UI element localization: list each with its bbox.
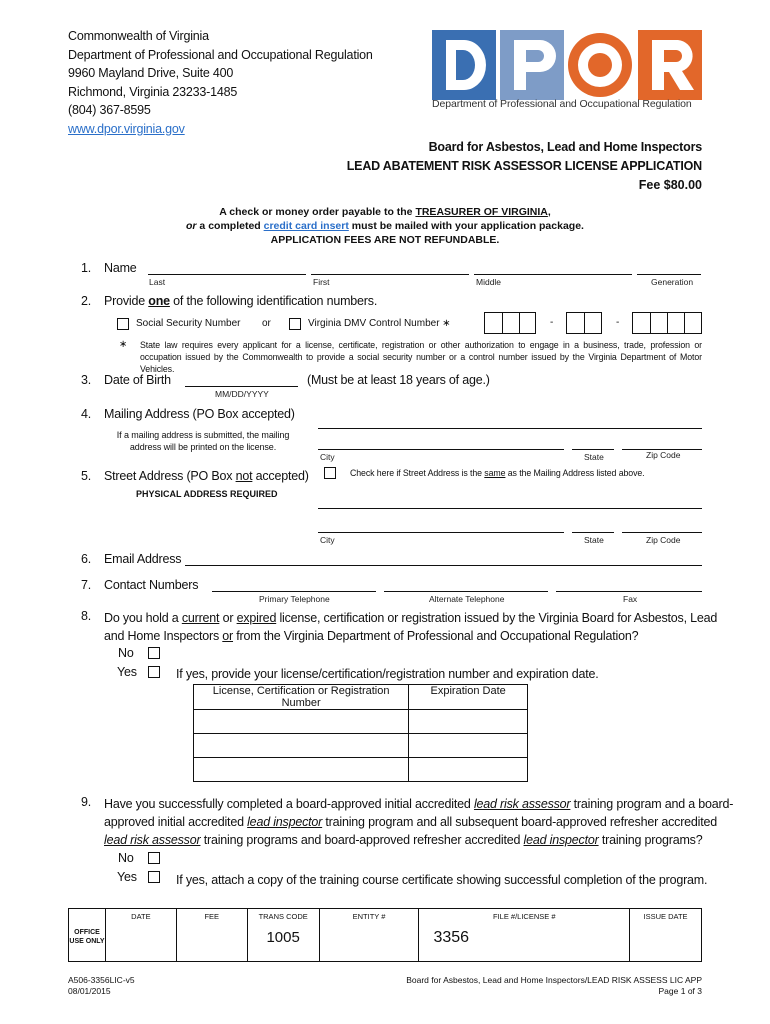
q7-number: 7.	[81, 578, 92, 592]
trans-code-value: 1005	[266, 929, 300, 946]
q6-number: 6.	[81, 552, 92, 566]
id-digits-group-2[interactable]	[566, 312, 602, 334]
q5-label: Street Address (PO Box not accepted)	[104, 469, 309, 483]
footer-right	[406, 975, 702, 997]
q9-yes-label: Yes	[117, 870, 137, 884]
office-fee-cell	[176, 909, 247, 962]
q2-number: 2.	[81, 294, 92, 308]
email-field[interactable]	[185, 565, 702, 566]
expiration-date-cell[interactable]	[409, 710, 528, 734]
license-table	[193, 684, 528, 782]
license-number-cell[interactable]	[194, 734, 409, 758]
last-caption: Last	[149, 277, 166, 287]
q2-label: Provide one of the following identification numbers.	[104, 294, 378, 308]
payment-instructions	[0, 205, 770, 247]
state-caption: State	[584, 452, 604, 462]
license-number-cell[interactable]	[194, 710, 409, 734]
expiration-date-cell[interactable]	[409, 758, 528, 782]
last-name-field[interactable]	[148, 274, 306, 275]
fees-not-refundable: APPLICATION FEES ARE NOT REFUNDABLE.	[270, 234, 500, 246]
mailing-address-line1[interactable]	[318, 428, 702, 429]
agency-address	[68, 27, 373, 138]
expiration-date-header: Expiration Date	[409, 685, 528, 710]
license-number-header: License, Certification or Registration Number	[194, 685, 409, 710]
dob-field[interactable]	[185, 386, 298, 387]
age-note: (Must be at least 18 years of age.)	[307, 373, 490, 387]
page-number: Page 1 of 3	[658, 986, 702, 996]
id-digits-group-3[interactable]	[632, 312, 702, 334]
q8-number: 8.	[81, 609, 92, 623]
q8-yes-label: Yes	[117, 665, 137, 679]
office-date-header: DATE	[131, 912, 151, 921]
q3-number: 3.	[81, 373, 92, 387]
expiration-date-cell[interactable]	[409, 734, 528, 758]
first-name-field[interactable]	[311, 274, 469, 275]
primary-phone-field[interactable]	[212, 591, 376, 592]
dpor-logo-mark	[432, 30, 704, 100]
same-address-label: Check here if Street Address is the same as the Mailing Address listed above.	[350, 468, 645, 478]
street-address-line1[interactable]	[318, 508, 702, 509]
same-address-checkbox[interactable]	[324, 467, 336, 479]
q5-number: 5.	[81, 469, 92, 483]
fax-field[interactable]	[556, 591, 702, 592]
alternate-phone-field[interactable]	[384, 591, 548, 592]
office-date-cell	[105, 909, 176, 962]
or-text: or	[186, 220, 197, 232]
footer-left	[68, 975, 135, 997]
q7-label: Contact Numbers	[104, 578, 199, 592]
form-id: A506-3356LIC-v5	[68, 975, 135, 985]
office-trans-code-header: TRANS CODE	[258, 912, 308, 921]
fax-caption: Fax	[623, 594, 638, 604]
treasurer-text: TREASURER OF VIRGINIA	[415, 206, 548, 218]
office-file-header: FILE #/LICENSE #	[492, 912, 556, 921]
address-line: Richmond, Virginia 23233-1485	[68, 84, 238, 99]
payment-text: must be mailed with your application package.	[348, 220, 584, 232]
dob-caption: MM/DD/YYYY	[215, 389, 269, 399]
ssn-label: Social Security Number	[136, 318, 241, 329]
id-digits-group-1[interactable]	[484, 312, 536, 334]
office-use-table	[68, 908, 702, 962]
q9-yes-checkbox[interactable]	[148, 871, 160, 883]
mailing-city-field[interactable]	[318, 449, 564, 450]
asterisk: ∗	[119, 339, 128, 350]
mailing-state-field[interactable]	[572, 449, 614, 450]
q4-label: Mailing Address (PO Box accepted)	[104, 407, 295, 421]
dpor-logo	[432, 30, 704, 112]
credit-card-insert-link[interactable]: credit card insert	[263, 220, 349, 232]
office-issue-date-header: ISSUE DATE	[643, 912, 688, 921]
q6-label: Email Address	[104, 552, 182, 566]
website-link[interactable]: www.dpor.virginia.gov	[68, 121, 185, 136]
address-line: Commonwealth of Virginia	[68, 29, 209, 43]
q9-if-yes: If yes, attach a copy of the training course certificate showing successful completion of the program.	[176, 873, 708, 887]
dash: -	[550, 317, 554, 328]
fee-amount: Fee $80.00	[638, 178, 702, 192]
state-caption: State	[584, 535, 604, 545]
first-caption: First	[313, 277, 330, 287]
payment-text: A check or money order payable to the	[219, 206, 416, 218]
q8-yes-checkbox[interactable]	[148, 666, 160, 678]
ssn-law-note: State law requires every applicant for a license, certificate, registration or other authorization to engage in a business, trade, profession or occupation issued by the Commonwealth to provide a social security number or a control number issued by the Virginia Department of Motor Vehicles.	[140, 340, 702, 374]
zip-caption: Zip Code	[646, 450, 681, 460]
zip-caption: Zip Code	[646, 535, 681, 545]
payment-text: a completed	[196, 220, 264, 232]
alternate-phone-caption: Alternate Telephone	[429, 594, 505, 604]
q9-no-label: No	[118, 851, 134, 865]
address-line: (804) 367-8595	[68, 103, 151, 117]
city-caption: City	[320, 535, 335, 545]
street-city-field[interactable]	[318, 532, 564, 533]
logo-subtitle: Department of Professional and Occupational Regulation	[432, 98, 692, 110]
q1-number: 1.	[81, 261, 92, 275]
dash: -	[616, 317, 620, 328]
application-title: LEAD ABATEMENT RISK ASSESSOR LICENSE APPLICATION	[346, 159, 702, 173]
middle-name-field[interactable]	[474, 274, 632, 275]
or-label: or	[262, 318, 271, 329]
office-trans-code-cell	[247, 909, 319, 962]
street-zip-field[interactable]	[622, 532, 702, 533]
middle-caption: Middle	[476, 277, 502, 287]
q8-no-checkbox[interactable]	[148, 647, 160, 659]
ssn-checkbox[interactable]	[117, 318, 129, 330]
address-line: 9960 Mayland Drive, Suite 400	[68, 66, 234, 80]
mailing-note: If a mailing address is submitted, the mailing address will be printed on the license.	[116, 430, 290, 452]
q1-label: Name	[104, 261, 137, 275]
form-date: 08/01/2015	[68, 986, 111, 996]
q4-number: 4.	[81, 407, 92, 421]
primary-phone-caption: Primary Telephone	[259, 594, 330, 604]
office-entity-cell	[319, 909, 419, 962]
dmv-checkbox[interactable]	[289, 318, 301, 330]
payment-text: ,	[547, 206, 551, 218]
license-number-cell[interactable]	[194, 758, 409, 782]
generation-field[interactable]	[637, 274, 701, 275]
q8-no-label: No	[118, 646, 134, 660]
q8-question: Do you hold a current or expired license, certification or registration issued by the Virginia Board for Asbestos, Lead and Home Inspectors or from the Virginia Department of Professional and Occupational Regulation?	[104, 611, 718, 643]
office-issue-date-cell	[630, 909, 702, 962]
q8-if-yes: If yes, provide your license/certification/registration number and expiration date.	[176, 667, 599, 681]
office-entity-header: ENTITY #	[352, 912, 386, 921]
board-title: Board for Asbestos, Lead and Home Inspectors	[428, 140, 702, 154]
dmv-label: Virginia DMV Control Number ∗	[308, 318, 451, 329]
address-line: Department of Professional and Occupational Regulation	[68, 47, 373, 62]
generation-caption: Generation	[651, 277, 694, 287]
q3-label: Date of Birth	[104, 373, 171, 387]
office-file-cell	[419, 909, 630, 962]
footer-form-title: Board for Asbestos, Lead and Home Inspectors/LEAD RISK ASSESS LIC APP	[406, 975, 702, 985]
q9-no-checkbox[interactable]	[148, 852, 160, 864]
city-caption: City	[320, 452, 335, 462]
file-license-value: 3356	[433, 929, 470, 946]
office-fee-header: FEE	[204, 912, 220, 921]
physical-address-required: PHYSICAL ADDRESS REQUIRED	[136, 489, 278, 499]
street-state-field[interactable]	[572, 532, 614, 533]
q9-number: 9.	[81, 795, 92, 809]
office-use-label: OFFICE USE ONLY	[69, 909, 106, 962]
q9-question: Have you successfully completed a board-approved initial accredited lead risk assessor training program and a board- approved initial accredited lead inspector training program and all subsequent board-approved refresher accredited lead risk assessor training programs and board-approved refresher accredited lead inspector training programs?	[104, 797, 734, 847]
